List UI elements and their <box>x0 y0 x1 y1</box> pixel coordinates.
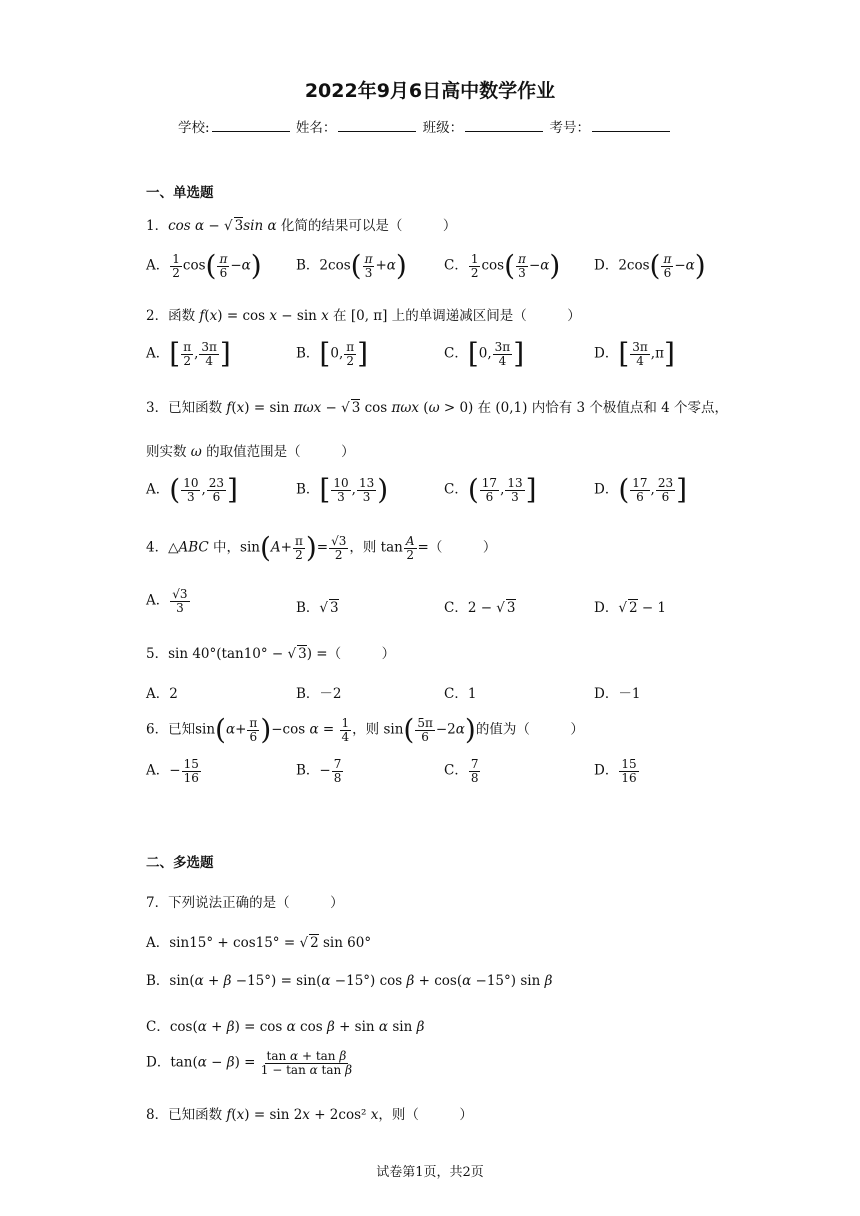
question-number: 4． <box>146 539 169 556</box>
q3-option-d[interactable]: D．( $\frac{17}{6}$ , $\frac{23}{6}$ ] <box>594 473 688 506</box>
q7-option-c[interactable]: C．cos(α + β) = cos α cos β + sin α sin β <box>146 1019 425 1035</box>
q2-option-d[interactable]: D．[ $\frac{3\pi}{4}$ ,π] <box>594 337 675 370</box>
question-number: 2． <box>146 308 169 324</box>
q4-option-c[interactable]: C．2 − √ 3 <box>444 600 516 616</box>
q5-option-d[interactable]: D．－1 <box>594 686 641 702</box>
q4-option-d[interactable]: D．√ 2 − 1 <box>594 600 667 616</box>
q3-option-b[interactable]: B．[ $\frac{10}{3}$ , $\frac{13}{3}$ ) <box>296 473 389 506</box>
question-number: 8． <box>146 1107 169 1123</box>
question-5: 5．sin 40°(tan10° − √ 3) =（ ） <box>146 646 396 662</box>
page-footer: 试卷第1页，共2页 <box>376 1165 484 1180</box>
question-8: 8．已知函数 f(x) = sin 2x + 2cos² x，则（ ） <box>146 1107 473 1123</box>
question-4: 4．△ABC 中，sin(A+ $\frac{\pi}{2}$ )= $\frac{√3}{2}$ ，则 tan $\frac{A}{2}$ =（ ） <box>146 531 497 564</box>
q1-option-b[interactable]: B．2cos( $\frac{\pi}{3}$ +α) <box>296 249 407 282</box>
q7-option-a[interactable]: A．sin15° + cos15° = √ 2 sin 60° <box>146 935 372 951</box>
name-blank[interactable] <box>338 119 416 132</box>
q2-option-c[interactable]: C．[0, $\frac{3\pi}{4}$ ] <box>444 337 525 370</box>
question-1: 1．cos α − √ 3sin α 化简的结果可以是（ ） <box>146 218 457 234</box>
class-label: 班级： <box>422 120 464 136</box>
q4-option-b[interactable]: B．√ 3 <box>296 600 339 616</box>
question-2: 2．函数 f(x) = cos x − sin x 在 [0, π] 上的单调递减区间是（ ） <box>146 308 581 324</box>
q6-option-d[interactable]: D． $\frac{15}{16}$ <box>594 757 637 785</box>
section-heading-single: 一、单选题 <box>146 185 214 201</box>
exam-number-label: 考号： <box>549 120 590 136</box>
q5-option-b[interactable]: B．－2 <box>296 686 342 702</box>
name-label: 姓名： <box>295 120 337 136</box>
q3-option-c[interactable]: C．( $\frac{17}{6}$ , $\frac{13}{3}$ ] <box>444 473 537 506</box>
q5-option-a[interactable]: A．2 <box>146 686 178 702</box>
page-title: 2022年9月6日高中数学作业 <box>304 80 556 102</box>
school-blank[interactable] <box>212 119 290 132</box>
q2-option-b[interactable]: B．[0, $\frac{\pi}{2}$ ] <box>296 337 369 370</box>
q1-option-a[interactable]: A． $\frac{1}{2}$ cos( $\frac{\pi}{6}$ −α) <box>146 249 262 282</box>
student-info-line <box>178 116 672 136</box>
question-number: 1． <box>146 218 169 234</box>
q1-option-c[interactable]: C． $\frac{1}{2}$ cos( $\frac{\pi}{3}$ −α) <box>444 249 561 282</box>
question-number: 5． <box>146 646 169 662</box>
q6-option-b[interactable]: B．− $\frac{7}{8}$ <box>296 757 342 785</box>
q5-option-c[interactable]: C．1 <box>444 686 477 702</box>
question-3-line-2: 则实数 ω 的取值范围是（ ） <box>146 444 355 460</box>
exam-number-blank[interactable] <box>592 119 670 132</box>
question-number: 7． <box>146 895 169 911</box>
question-3: 3．已知函数 f(x) = sin πωx − √ 3 cos πωx (ω > 0) 在 (0,1) 内恰有 3 个极值点和 4 个零点， <box>146 400 729 416</box>
q3-option-a[interactable]: A．( $\frac{10}{3}$ , $\frac{23}{6}$ ] <box>146 473 238 506</box>
school-label: 学校: <box>178 120 210 136</box>
q7-option-d[interactable]: D．tan(α − β) = $\frac{\text{tan α + tan β}}{\text{1 − tan α tan β}}$ <box>146 1049 353 1077</box>
q2-option-a[interactable]: A．[ $\frac{\pi}{2}$ , $\frac{3\pi}{4}$ ] <box>146 337 231 370</box>
q4-option-a[interactable]: A． $\frac{√3}{3}$ <box>146 587 188 615</box>
q6-option-c[interactable]: C． $\frac{7}{8}$ <box>444 757 479 785</box>
class-blank[interactable] <box>465 119 543 132</box>
question-number: 6． <box>146 721 169 738</box>
question-number: 3． <box>146 400 169 416</box>
question-6: 6．已知sin(α+ $\frac{\pi}{6}$ )−cos α = $\frac{1}{4}$ ，则 sin( $\frac{5\pi}{6}$ −2α)的值为（ ） <box>146 713 584 746</box>
q7-option-b[interactable]: B．sin(α + β −15°) = sin(α −15°) cos β + cos(α −15°) sin β <box>146 973 553 989</box>
section-heading-multi: 二、多选题 <box>146 855 214 871</box>
question-7 <box>146 891 344 911</box>
q6-option-a[interactable]: A．− $\frac{15}{16}$ <box>146 757 199 785</box>
q1-option-d[interactable]: D．2cos( $\frac{\pi}{6}$ −α) <box>594 249 706 282</box>
question-text: 下列说法正确的是（ ） <box>168 895 344 911</box>
